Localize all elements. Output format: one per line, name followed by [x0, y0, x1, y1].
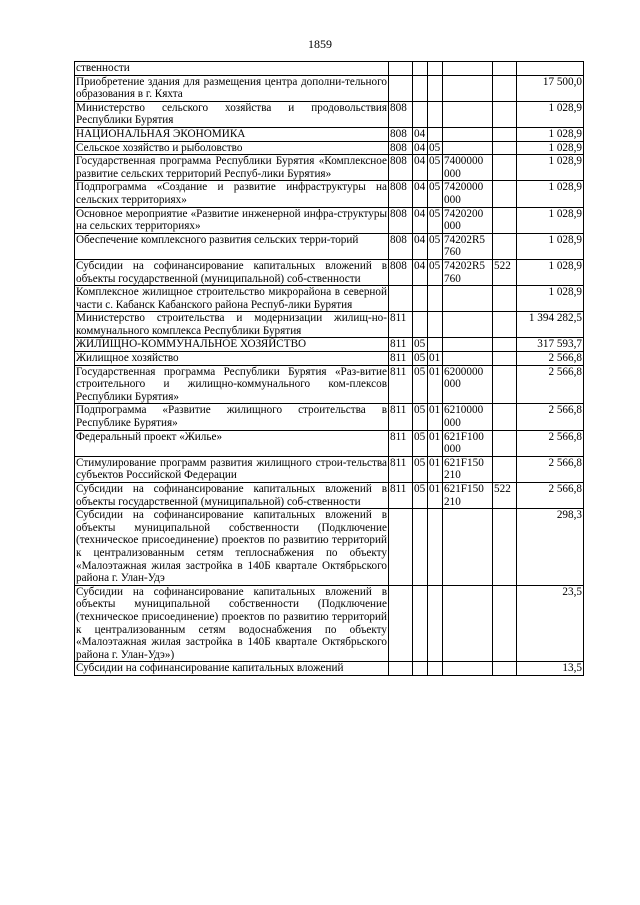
target-code	[443, 338, 493, 352]
amount: 1 028,9	[517, 207, 584, 233]
subsection-code	[428, 75, 443, 101]
amount: 1 028,9	[517, 141, 584, 155]
table-row	[75, 155, 584, 181]
table-row	[75, 141, 584, 155]
row-name: ственности	[75, 62, 389, 76]
target-code: 7420000 000	[443, 181, 493, 207]
amount: 1 028,9	[517, 101, 584, 127]
table-row	[75, 430, 584, 456]
admin-code: 808	[389, 141, 413, 155]
row-name: Государственная программа Республики Бурятия «Раз-витие строительного и жилищно-коммунального ком-плексов Республики Бурятия»	[76, 365, 387, 403]
admin-code: 811	[389, 312, 413, 338]
expense-type-code	[493, 404, 517, 430]
row-name: Подпрограмма «Создание и развитие инфраструктуры на сельских территориях»	[76, 181, 387, 206]
target-code	[443, 62, 493, 76]
admin-code: 811	[389, 365, 413, 404]
expense-type-code	[493, 365, 517, 404]
table-row	[75, 662, 584, 676]
target-code: 6210000 000	[443, 404, 493, 430]
section-code	[413, 101, 428, 127]
target-code: 621F100 000	[443, 430, 493, 456]
expense-type-code	[493, 127, 517, 141]
expense-type-code: 522	[493, 259, 517, 285]
admin-code	[389, 286, 413, 312]
target-code	[443, 75, 493, 101]
admin-code: 808	[389, 127, 413, 141]
table-row	[75, 338, 584, 352]
section-code	[413, 286, 428, 312]
expense-type-code	[493, 338, 517, 352]
table-row	[75, 62, 584, 76]
target-code: 7400000 000	[443, 155, 493, 181]
admin-code: 811	[389, 352, 413, 366]
subsection-code: 01	[428, 365, 443, 404]
table-row	[75, 286, 584, 312]
target-code	[443, 509, 493, 586]
section-code: 05	[413, 483, 428, 509]
admin-code: 811	[389, 483, 413, 509]
admin-code: 808	[389, 259, 413, 285]
subsection-code: 05	[428, 141, 443, 155]
amount: 2 566,8	[517, 365, 584, 404]
section-code	[413, 62, 428, 76]
expense-type-code	[493, 75, 517, 101]
row-name: Субсидии на софинансирование капитальных вложений в объекты муниципальной собственности (Подключение (техническое присоединение) проектов по развитию территорий к централизованным сетям водоснабжения по объекту «Малоэтажная жилая застройка в 140Б квартале Октябрьского района г. Улан-Удэ»)	[76, 585, 387, 661]
admin-code	[389, 662, 413, 676]
section-code	[413, 662, 428, 676]
expense-type-code	[493, 509, 517, 586]
section-code: 05	[413, 365, 428, 404]
page-number: 1859	[308, 37, 332, 51]
amount: 2 566,8	[517, 352, 584, 366]
admin-code: 811	[389, 430, 413, 456]
amount: 1 028,9	[517, 127, 584, 141]
subsection-code: 05	[428, 181, 443, 207]
admin-code	[389, 585, 413, 662]
admin-code: 808	[389, 181, 413, 207]
target-code	[443, 662, 493, 676]
row-name: ЖИЛИЩНО-КОММУНАЛЬНОЕ ХОЗЯЙСТВО	[75, 338, 389, 352]
row-name: Обеспечение комплексного развития сельских терри-торий	[75, 233, 389, 259]
section-code	[413, 312, 428, 338]
subsection-code: 05	[428, 233, 443, 259]
subsection-code: 05	[428, 259, 443, 285]
table-row	[75, 127, 584, 141]
section-code: 04	[413, 127, 428, 141]
subsection-code	[428, 338, 443, 352]
table-row	[75, 365, 584, 404]
amount	[517, 62, 584, 76]
expense-type-code	[493, 141, 517, 155]
target-code	[443, 141, 493, 155]
subsection-code: 01	[428, 483, 443, 509]
section-code	[413, 75, 428, 101]
expense-type-code	[493, 456, 517, 482]
amount: 2 566,8	[517, 404, 584, 430]
subsection-code	[428, 509, 443, 586]
row-name: Приобретение здания для размещения центра дополни-тельного образования в г. Кяхта	[76, 75, 387, 101]
expense-type-code	[493, 181, 517, 207]
table-row	[75, 312, 584, 338]
admin-code	[389, 509, 413, 586]
section-code: 05	[413, 404, 428, 430]
amount: 1 028,9	[517, 155, 584, 181]
expense-type-code	[493, 207, 517, 233]
admin-code: 811	[389, 404, 413, 430]
subsection-code	[428, 62, 443, 76]
budget-table	[74, 61, 584, 676]
amount: 298,3	[517, 509, 584, 586]
subsection-code	[428, 662, 443, 676]
expense-type-code	[493, 101, 517, 127]
amount: 317 593,7	[517, 338, 584, 352]
target-code	[443, 101, 493, 127]
row-name: Государственная программа Республики Бурятия «Комплексное развитие сельских территорий Респуб-лики Бурятия»	[76, 155, 387, 180]
subsection-code: 01	[428, 430, 443, 456]
table-row	[75, 509, 584, 586]
section-code	[413, 509, 428, 586]
target-code	[443, 352, 493, 366]
expense-type-code	[493, 286, 517, 312]
target-code	[443, 585, 493, 662]
expense-type-code	[493, 233, 517, 259]
subsection-code	[428, 101, 443, 127]
section-code: 05	[413, 456, 428, 482]
row-name: Сельское хозяйство и рыболовство	[75, 141, 389, 155]
section-code: 04	[413, 207, 428, 233]
row-name: Комплексное жилищное строительство микрорайона в северной части с. Кабанск Кабанского района Респуб-лики Бурятия	[76, 286, 387, 311]
row-name: Основное мероприятие «Развитие инженерной инфра-структуры на сельских территориях»	[76, 207, 387, 233]
amount: 1 394 282,5	[517, 312, 584, 338]
expense-type-code	[493, 662, 517, 676]
table-row	[75, 75, 584, 101]
subsection-code: 05	[428, 207, 443, 233]
target-code	[443, 312, 493, 338]
table-row	[75, 207, 584, 233]
subsection-code	[428, 312, 443, 338]
budget-table-body	[75, 62, 584, 676]
amount: 1 028,9	[517, 233, 584, 259]
table-row	[75, 404, 584, 430]
target-code: 621F150 210	[443, 456, 493, 482]
subsection-code: 01	[428, 456, 443, 482]
table-row	[75, 233, 584, 259]
amount: 1 028,9	[517, 259, 584, 285]
admin-code: 811	[389, 338, 413, 352]
section-code: 05	[413, 430, 428, 456]
row-name: Субсидии на софинансирование капитальных вложений в объекты муниципальной собственности (Подключение (техническое присоединение) проектов по развитию территорий к централизованным сетям теплоснабжения по объекту «Малоэтажная жилая застройка в 140Б квартале Октябрьского района г. Улан-Удэ	[76, 509, 387, 585]
expense-type-code	[493, 312, 517, 338]
table-row	[75, 456, 584, 482]
row-name: Министерство сельского хозяйства и продовольствия Республики Бурятия	[76, 101, 387, 127]
subsection-code: 01	[428, 352, 443, 366]
expense-type-code	[493, 155, 517, 181]
expense-type-code	[493, 430, 517, 456]
row-name: Федеральный проект «Жилье»	[75, 430, 389, 456]
target-code: 7420200 000	[443, 207, 493, 233]
table-row	[75, 181, 584, 207]
admin-code	[389, 75, 413, 101]
admin-code: 808	[389, 233, 413, 259]
row-name: Министерство строительства и модернизации жилищ-но-коммунального комплекса Республики Бурятия	[76, 312, 387, 337]
target-code: 74202R5 760	[443, 259, 493, 285]
section-code: 04	[413, 141, 428, 155]
row-name: Субсидии на софинансирование капитальных вложений	[75, 662, 389, 676]
amount: 23,5	[517, 585, 584, 662]
table-row	[75, 585, 584, 662]
amount: 1 028,9	[517, 286, 584, 312]
row-name: НАЦИОНАЛЬНАЯ ЭКОНОМИКА	[75, 127, 389, 141]
section-code	[413, 585, 428, 662]
target-code: 74202R5 760	[443, 233, 493, 259]
subsection-code	[428, 585, 443, 662]
target-code	[443, 127, 493, 141]
target-code	[443, 286, 493, 312]
row-name: Жилищное хозяйство	[75, 352, 389, 366]
subsection-code	[428, 286, 443, 312]
section-code: 04	[413, 155, 428, 181]
row-name: Субсидии на софинансирование капитальных вложений в объекты государственной (муниципальной) соб-ственности	[76, 483, 387, 508]
admin-code: 811	[389, 456, 413, 482]
expense-type-code: 522	[493, 483, 517, 509]
section-code: 04	[413, 181, 428, 207]
table-row	[75, 352, 584, 366]
subsection-code	[428, 127, 443, 141]
amount: 2 566,8	[517, 430, 584, 456]
target-code: 6200000 000	[443, 365, 493, 404]
amount: 1 028,9	[517, 181, 584, 207]
expense-type-code	[493, 352, 517, 366]
amount: 17 500,0	[517, 75, 584, 101]
admin-code	[389, 62, 413, 76]
section-code: 04	[413, 233, 428, 259]
subsection-code: 05	[428, 155, 443, 181]
table-row	[75, 259, 584, 285]
section-code: 05	[413, 352, 428, 366]
expense-type-code	[493, 62, 517, 76]
section-code: 05	[413, 338, 428, 352]
admin-code: 808	[389, 155, 413, 181]
admin-code: 808	[389, 101, 413, 127]
row-name: Субсидии на софинансирование капитальных вложений в объекты государственной (муниципальной) соб-ственности	[76, 259, 387, 285]
amount: 2 566,8	[517, 483, 584, 509]
expense-type-code	[493, 585, 517, 662]
amount: 13,5	[517, 662, 584, 676]
row-name: Подпрограмма «Развитие жилищного строительства в Республике Бурятия»	[76, 404, 387, 430]
subsection-code: 01	[428, 404, 443, 430]
table-row	[75, 483, 584, 509]
amount: 2 566,8	[517, 456, 584, 482]
section-code: 04	[413, 259, 428, 285]
row-name: Стимулирование программ развития жилищного строи-тельства субъектов Российской Федерации	[76, 456, 387, 482]
admin-code: 808	[389, 207, 413, 233]
table-row	[75, 101, 584, 127]
target-code: 621F150 210	[443, 483, 493, 509]
